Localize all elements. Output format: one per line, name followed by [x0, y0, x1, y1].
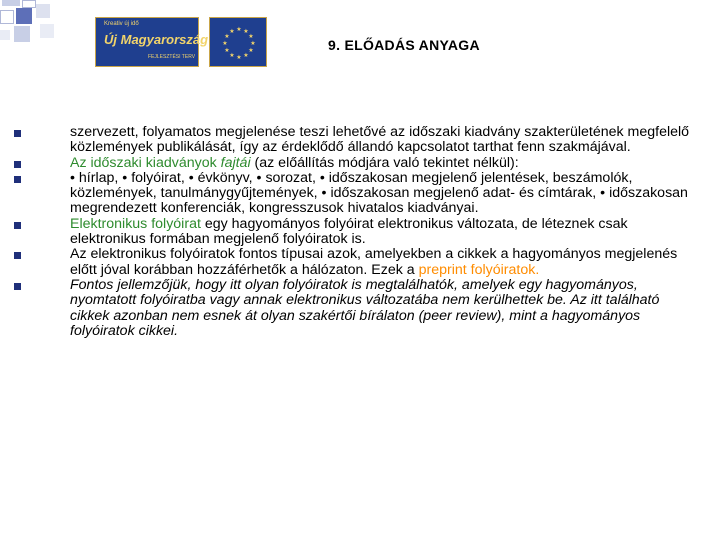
square-bullet-icon	[14, 222, 21, 229]
svg-text:★: ★	[222, 40, 228, 47]
uj-magyarorszag-logo	[95, 17, 209, 67]
item-text-italic: Fontos jellemzőjük, hogy itt olyan folyóiratok is megtalálhatók, amelyek egy hagyományos, nyomtatott folyóiratba vagy annak elektronikus változatába nem kerülhettek be. Az itt található cikkek azonban nem esnek át olyan szakértői bírálaton (peer review), mint a hagyományos folyóiratok cikkei.	[70, 276, 660, 339]
svg-text:★: ★	[248, 47, 254, 54]
list-item	[70, 156, 700, 171]
item-text: • hírlap, • folyóirat, • évkönyv, • sorozat, • időszakosan megjelenő jelentések, beszámolók, közlemények, tanulmánygyűjtemények, • időszakosan megjelenő adat- és címtárak, • időszakosan megrendezett konferenciák, kongresszusok hivatalos kiadványai.	[70, 169, 688, 217]
page-title: 9. ELŐADÁS ANYAGA	[328, 37, 480, 53]
square-bullet-icon	[14, 176, 21, 183]
decor-square	[40, 24, 54, 38]
item-text-green: Az időszaki kiadványok	[70, 154, 221, 171]
svg-text:★: ★	[236, 54, 242, 61]
decor-square	[36, 4, 50, 18]
svg-text:★: ★	[243, 28, 249, 35]
list-item	[70, 247, 700, 278]
logo-small-text: Kreativ új idő	[104, 21, 139, 27]
list-item	[70, 278, 700, 339]
list-item	[70, 171, 700, 217]
svg-text:★: ★	[229, 28, 235, 35]
eu-flag-logo	[209, 17, 267, 67]
decor-square	[22, 0, 36, 8]
decor-square	[14, 26, 30, 42]
item-text-orange: preprint folyóiratok.	[418, 261, 540, 278]
svg-text:★: ★	[250, 40, 256, 47]
decor-square	[0, 10, 14, 24]
svg-text:★: ★	[236, 26, 242, 33]
square-bullet-icon	[14, 252, 21, 259]
item-text: Az elektronikus folyóiratok fontos típusai azok, amelyekben a cikkek a hagyományos megjelenés előtt jóval korábban hozzáférhetők a hálózaton. Ezek a	[70, 246, 678, 278]
square-bullet-icon	[14, 283, 21, 290]
decor-square	[16, 8, 32, 24]
decor-square	[2, 0, 20, 6]
item-text-green-italic: fajtái	[220, 154, 251, 171]
item-text: egy hagyományos folyóirat elektronikus változata, de léteznek csak elektronikus formában megjelenő folyóiratok is.	[70, 215, 628, 248]
list-item	[70, 125, 700, 156]
decor-square	[0, 30, 10, 40]
svg-text:★: ★	[229, 52, 235, 59]
list-item	[70, 217, 700, 248]
svg-text:★: ★	[224, 33, 230, 40]
item-text: (az előállítás módjára való tekintet nélkül):	[250, 154, 519, 171]
logo-sub-text: FEJLESZTÉSI TERV	[148, 54, 196, 60]
svg-text:★: ★	[243, 52, 249, 59]
eu-stars-icon	[210, 18, 268, 68]
svg-text:★: ★	[224, 47, 230, 54]
svg-text:★: ★	[248, 33, 254, 40]
square-bullet-icon	[14, 161, 21, 168]
square-bullet-icon	[14, 130, 21, 137]
item-text-green: Elektronikus folyóirat	[70, 215, 201, 232]
logo-main-text: Új Magyarország	[104, 32, 209, 47]
bullet-list	[70, 125, 700, 339]
item-text: szervezett, folyamatos megjelenése teszi lehetővé az időszaki kiadvány szakterületének megfelelő közlemények publikálását, így az érdeklődő állandó kapcsolatot tarthat fenn szakmájával.	[70, 124, 690, 156]
